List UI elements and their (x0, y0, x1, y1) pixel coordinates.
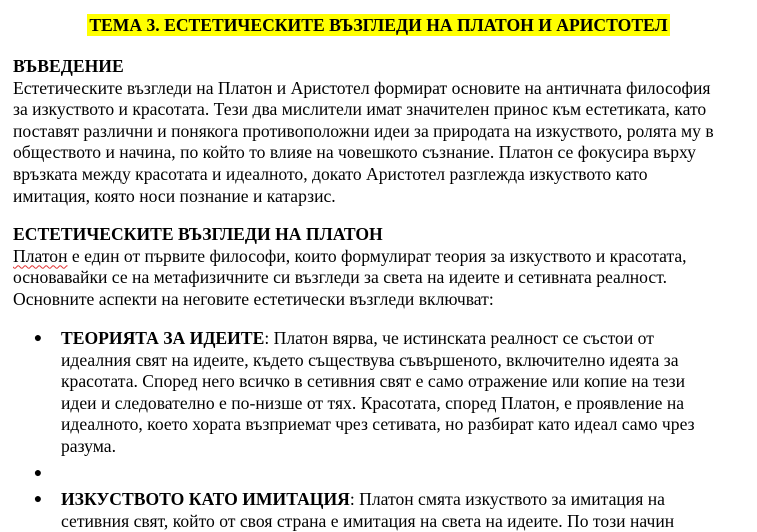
intro-line: връзката между красотата и идеалното, докато Аристотел разглежда изкуството като (13, 163, 648, 184)
bullet-icon: ● (33, 465, 43, 481)
intro-heading: ВЪВЕДЕНИЕ (13, 56, 124, 76)
plato-section (13, 224, 757, 310)
bullet-line: разума. (61, 435, 116, 456)
bullet-icon: ● (33, 492, 43, 508)
spellcheck-word[interactable]: Платон (13, 245, 68, 266)
bullet-line-rest: : Платон смята изкуството за имитация на (349, 489, 665, 510)
bullet-item (0, 328, 757, 458)
bullet-line: идеи и следователно е по-низше от тях. Красотата, според Платон, е проявление на (61, 392, 685, 413)
bullet-item-empty (0, 463, 757, 485)
plato-line: основавайки се на метафизичните си възгледи за света на идеите и сетивната реалност. (13, 267, 667, 288)
title-wrapper (0, 14, 757, 37)
bullet-line: красотата. Според него всичко в сетивния свят е само отражение или копие на тези (61, 371, 686, 392)
intro-section (13, 56, 757, 207)
bullet-term: ТЕОРИЯТА ЗА ИДЕИТЕ (61, 328, 265, 348)
bullet-line (61, 489, 757, 511)
bullet-text (61, 328, 757, 458)
bullet-line: сетивния свят, който от своя страна е имитация на света на идеите. По този начин (61, 510, 675, 531)
intro-line: поставят различни и понякога противоположни идеи за природата на изкуството, ролята му в (13, 120, 714, 141)
intro-line: Естетическите възгледи на Платон и Аристотел формират основите на античната философия (13, 77, 711, 98)
bullet-icon: ● (33, 331, 43, 346)
bullet-text (61, 489, 757, 532)
plato-line-rest: е един от първите философи, които формулират теория за изкуството и красотата, (67, 245, 687, 266)
bullet-item (0, 489, 757, 532)
bullet-list (0, 328, 757, 532)
intro-line: обществото и начина, по който то влияе на човешкото съзнание. Платон се фокусира върху (13, 142, 696, 163)
plato-line (13, 246, 757, 268)
plato-heading: ЕСТЕТИЧЕСКИТЕ ВЪЗГЛЕДИ НА ПЛАТОН (13, 224, 383, 244)
plato-line: Основните аспекти на неговите естетически възгледи включват: (13, 288, 494, 309)
document-title: ТЕМА 3. ЕСТЕТИЧЕСКИТЕ ВЪЗГЛЕДИ НА ПЛАТОН И АРИСТОТЕЛ (89, 15, 668, 35)
bullet-line (61, 328, 757, 350)
bullet-term: ИЗКУСТВОТО КАТО ИМИТАЦИЯ (61, 489, 350, 510)
intro-line: за изкуството и красотата. Тези два мислители имат значителен принос към естетиката, като (13, 99, 707, 120)
bullet-line-rest: : Платон вярва, че истинската реалност се състои от (264, 328, 654, 348)
bullet-line: идеалното, което хората възприемат чрез сетивата, но разбират като идеал само чрез (61, 414, 695, 435)
bullet-line: идеалния свят на идеите, където съществува съвършеното, включително идеята за (61, 349, 679, 370)
intro-line: имитация, която носи познание и катарзис. (13, 185, 336, 206)
